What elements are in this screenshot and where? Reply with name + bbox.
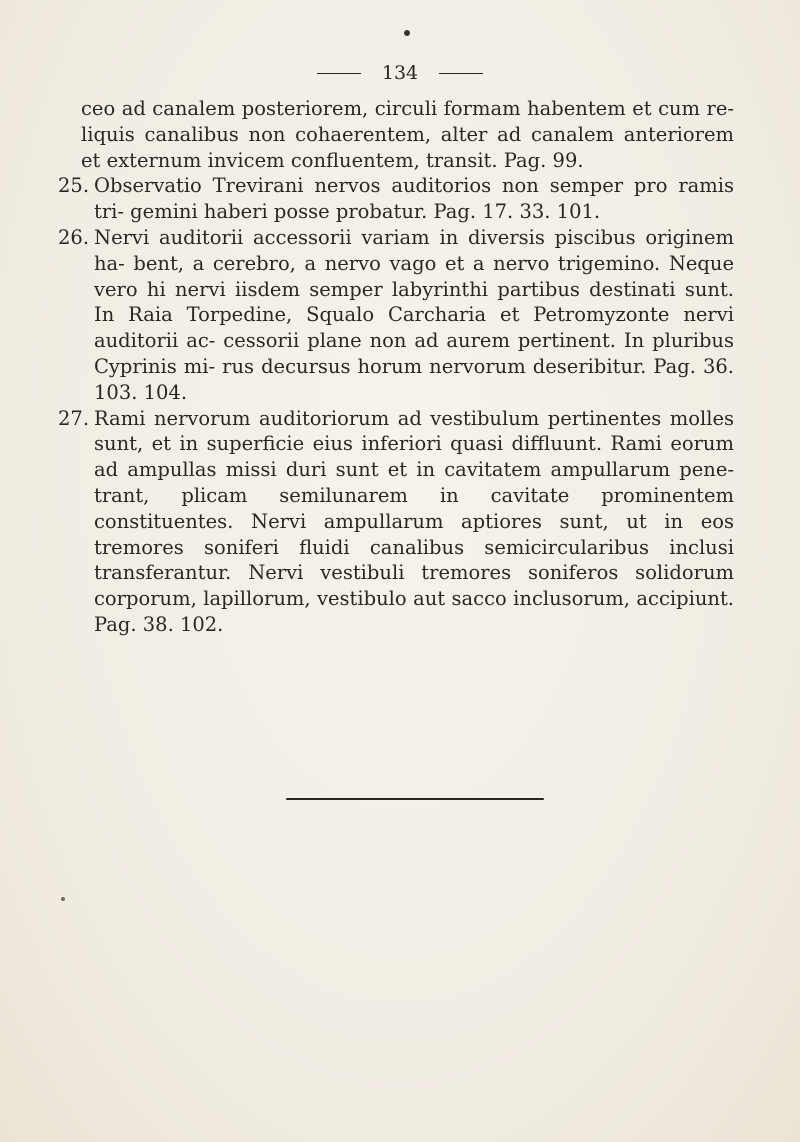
paragraph-27 <box>58 406 734 638</box>
paragraph-text: Observatio Trevirani nervos auditorios non semper pro ramis tri- gemini haberi posse probatur. Pag. 17. 33. 101. <box>94 174 734 224</box>
paragraph-text: ceo ad canalem posteriorem, circuli formam habentem et cum re- liquis canalibus non cohaerentem, alter ad canalem anteriorem et externum invicem confluentem, transit. Pag. 99. <box>81 97 734 172</box>
ink-speck <box>404 30 410 36</box>
ink-speck <box>61 897 65 901</box>
page-header <box>0 62 800 90</box>
paragraph-number: 27. <box>58 406 90 430</box>
paragraph-text: Nervi auditorii accessorii variam in diversis piscibus originem ha- bent, a cerebro, a nervo vago et a nervo trigemino. Neque vero hi nervi iisdem semper labyrinthi partibus destinati sunt. In Raia Torpedine, Squalo Carcharia et Petromyzonte nervi auditorii ac- cessorii plane non ad aurem pertinent. In pluribus Cyprinis mi- rus decursus horum nervorum deseribitur. Pag. 36. 103. 104. <box>94 225 734 404</box>
paragraph-26 <box>58 225 734 406</box>
paragraph-number: 25. <box>58 174 90 198</box>
body-text <box>58 96 734 638</box>
header-rule-left <box>317 73 361 74</box>
paragraph-number: 26. <box>58 225 90 249</box>
paragraph-continuation <box>58 96 734 173</box>
section-end-rule <box>286 798 544 800</box>
page-number: 134 <box>381 62 419 84</box>
header-rule-right <box>439 73 483 74</box>
paragraph-text: Rami nervorum auditoriorum ad vestibulum pertinentes molles sunt, et in superficie eius inferiori quasi diffluunt. Rami eorum ad ampullas missi duri sunt et in cavitatem ampullarum pene- trant, plicam semilunarem in cavitate prominentem constituentes. Nervi ampullarum aptiores sunt, ut in eos tremores soniferi fluidi canalibus semicircularibus inclusi transferantur. Nervi vestibuli tremores soniferos solidorum corporum, lapillorum, vestibulo aut sacco inclusorum, accipiunt. Pag. 38. 102. <box>94 406 734 636</box>
paragraph-25 <box>58 173 734 225</box>
